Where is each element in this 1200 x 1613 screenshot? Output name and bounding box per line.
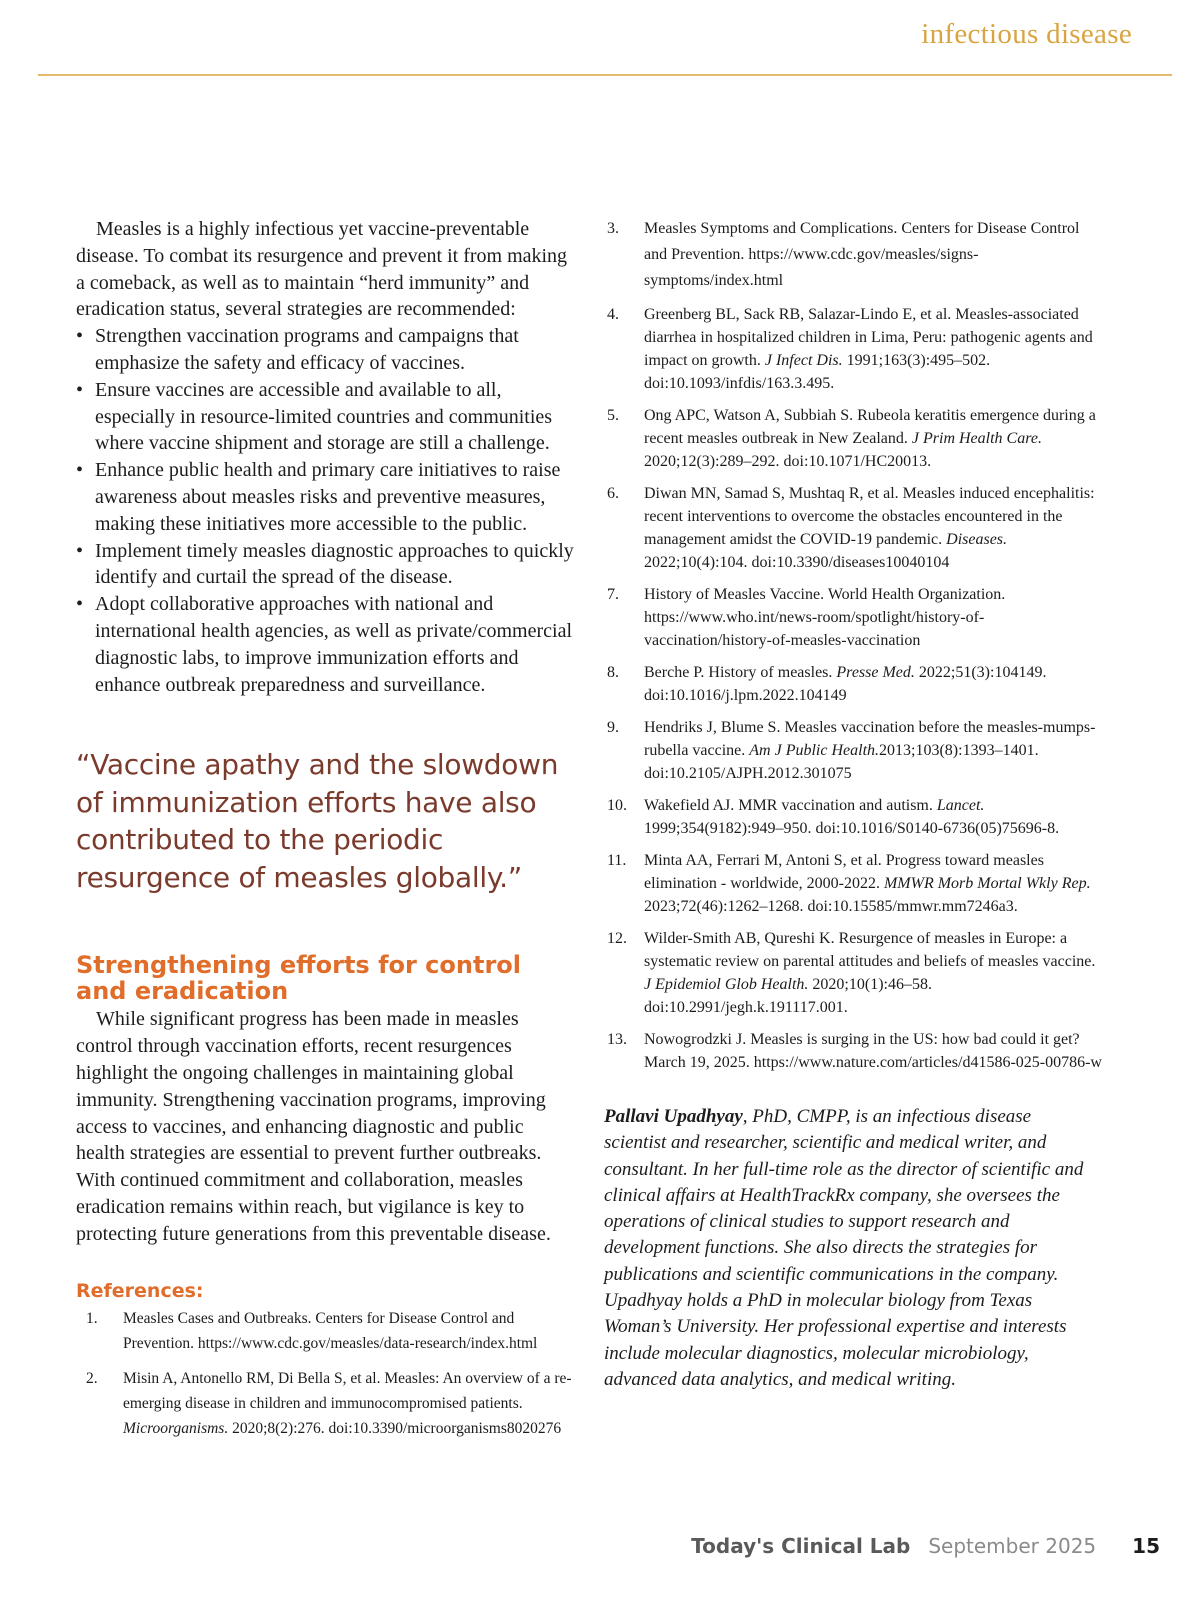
reference-item: 13. Nowogrodzki J. Measles is surging in the US: how bad could it get? March 19, 2025. https://www.nature.com/articles/d41586-025-00786-w: [607, 1031, 1102, 1071]
bullet-icon: •: [76, 593, 84, 616]
references-list-right: [604, 216, 1104, 1074]
bullet-icon: •: [76, 325, 84, 348]
magazine-name: Today's Clinical Lab: [691, 1534, 911, 1558]
list-item: • Implement timely measles diagnostic approaches to quickly identify and curtail the spread of the disease.: [76, 539, 574, 589]
reference-item: 12. Wilder-Smith AB, Qureshi K. Resurgence of measles in Europe: a systematic review on parental attitudes and beliefs of measles vaccine. J Epidemiol Glob Health. 2020;10(1):46–58. doi:10.2991/jegh.k.191117.001.: [607, 930, 1096, 1016]
reference-item: 1. Measles Cases and Outbreaks. Centers for Disease Control and Prevention. https://www.cdc.gov/measles/data-research/index.html: [86, 1309, 538, 1352]
bullet-icon: •: [76, 459, 84, 482]
reference-item: 9. Hendriks J, Blume S. Measles vaccination before the measles-mumps-rubella vaccine. Am J Public Health.2013;103(8):1393–1401. doi:10.2105/AJPH.2012.301075: [607, 719, 1096, 782]
bullet-icon: •: [76, 539, 84, 562]
reference-item: 3. Measles Symptoms and Complications. Centers for Disease Control and Prevention. https://www.cdc.gov/measles/signs-symptoms/index.html: [607, 220, 1080, 289]
list-item: • Strengthen vaccination programs and campaigns that emphasize the safety and efficacy of vaccines.: [76, 325, 519, 374]
references-heading: References:: [76, 1279, 204, 1302]
section-paragraph: While significant progress has been made in measles control through vaccination efforts, recent resurgences highlight the ongoing challenges in maintaining global immunity. Strengthening vaccination programs, improving access to vaccines, and enhancing diagnostic and public health strategies are essential to prevent further outbreaks. With continued commitment and collaboration, measles eradication remains within reach, but vigilance is key to protecting future generations from this preventable disease.: [76, 1008, 551, 1245]
pull-quote: “Vaccine apathy and the slowdown of immunization efforts have also contributed to the periodic resurgence of measles globally.”: [76, 748, 559, 894]
list-item: • Enhance public health and primary care initiatives to raise awareness about measles risks and preventive measures, making these initiatives more accessible to the public.: [76, 459, 561, 535]
reference-item: 11. Minta AA, Ferrari M, Antoni S, et al. Progress toward measles elimination - worldwide, 2000-2022. MMWR Morb Mortal Wkly Rep. 2023;72(46):1262–1268. doi:10.15585/mmwr.mm7246a3.: [607, 852, 1091, 915]
reference-item: 2. Misin A, Antonello RM, Di Bella S, et al. Measles: An overview of a re-emerging disease in children and immunocompromised patients. Microorganisms. 2020;8(2):276. doi:10.3390/microorganisms8020276: [86, 1369, 572, 1437]
bullet-icon: •: [76, 378, 84, 401]
reference-item: 4. Greenberg BL, Sack RB, Salazar-Lindo E, et al. Measles-associated diarrhea in hospitalized children in Lima, Peru: pathogenic agents and impact on growth. J Infect Dis. 1991;163(3):495–502. doi:10.1093/infdis/163.3.495.: [607, 306, 1093, 392]
reference-item: 10. Wakefield AJ. MMR vaccination and autism. Lancet. 1999;354(9182):949–950. doi:10.1016/S0140-6736(05)75696-8.: [607, 797, 1060, 837]
left-column: [76, 216, 576, 1451]
author-name: Pallavi Upadhyay: [604, 1106, 743, 1127]
reference-item: 7. History of Measles Vaccine. World Health Organization. https://www.who.int/news-room/spotlight/history-of-vaccination/history-of-measles-vaccination: [607, 586, 1006, 649]
issue-date: September 2025: [928, 1534, 1097, 1558]
intro-paragraph: Measles is a highly infectious yet vaccine-preventable disease. To combat its resurgence and prevent it from making a comeback, as well as to maintain “herd immunity” and eradication status, several strategies are recommended:: [76, 218, 568, 321]
reference-item: 8. Berche P. History of measles. Presse Med. 2022;51(3):104149. doi:10.1016/j.lpm.2022.104149: [607, 664, 1047, 704]
reference-item: 5. Ong APC, Watson A, Subbiah S. Rubeola keratitis emergence during a recent measles outbreak in New Zealand. J Prim Health Care. 2020;12(3):289–292. doi:10.1071/HC20013.: [607, 407, 1096, 470]
strategy-list: [76, 323, 576, 698]
section-heading: Strengthening efforts for control and eradication: [76, 951, 522, 1006]
references-list-left: [76, 1306, 576, 1441]
page-footer: [691, 1534, 1160, 1558]
author-bio-text: , PhD, CMPP, is an infectious disease scientist and researcher, scientific and medical writer, and consultant. In her full-time role as the director of scientific and clinical affairs at HealthTrackRx company, she oversees the operations of clinical studies to support research and development functions. She also directs the strategies for publications and scientific communications in the company. Upadhyay holds a PhD in molecular biology from Texas Woman’s University. Her professional expertise and interests include molecular diagnostics, molecular microbiology, advanced data analytics, and medical writing.: [604, 1106, 1084, 1390]
section-tag: infectious disease: [921, 18, 1132, 50]
author-bio: [604, 1104, 1094, 1393]
reference-item: 6. Diwan MN, Samad S, Mushtaq R, et al. Measles induced encephalitis: recent interventions to overcome the obstacles encountered in the management amidst the COVID-19 pandemic. Diseases. 2022;10(4):104. doi:10.3390/diseases10040104: [607, 485, 1095, 571]
list-item: • Ensure vaccines are accessible and available to all, especially in resource-limited countries and communities where vaccine shipment and storage are still a challenge.: [76, 378, 553, 455]
header-divider: [38, 74, 1172, 76]
right-column: [604, 216, 1104, 1412]
list-item: • Adopt collaborative approaches with national and international health agencies, as well as private/commercial diagnostic labs, to improve immunization efforts and enhance outbreak preparedness and surveillance.: [76, 593, 573, 696]
page-number: 15: [1132, 1534, 1160, 1558]
